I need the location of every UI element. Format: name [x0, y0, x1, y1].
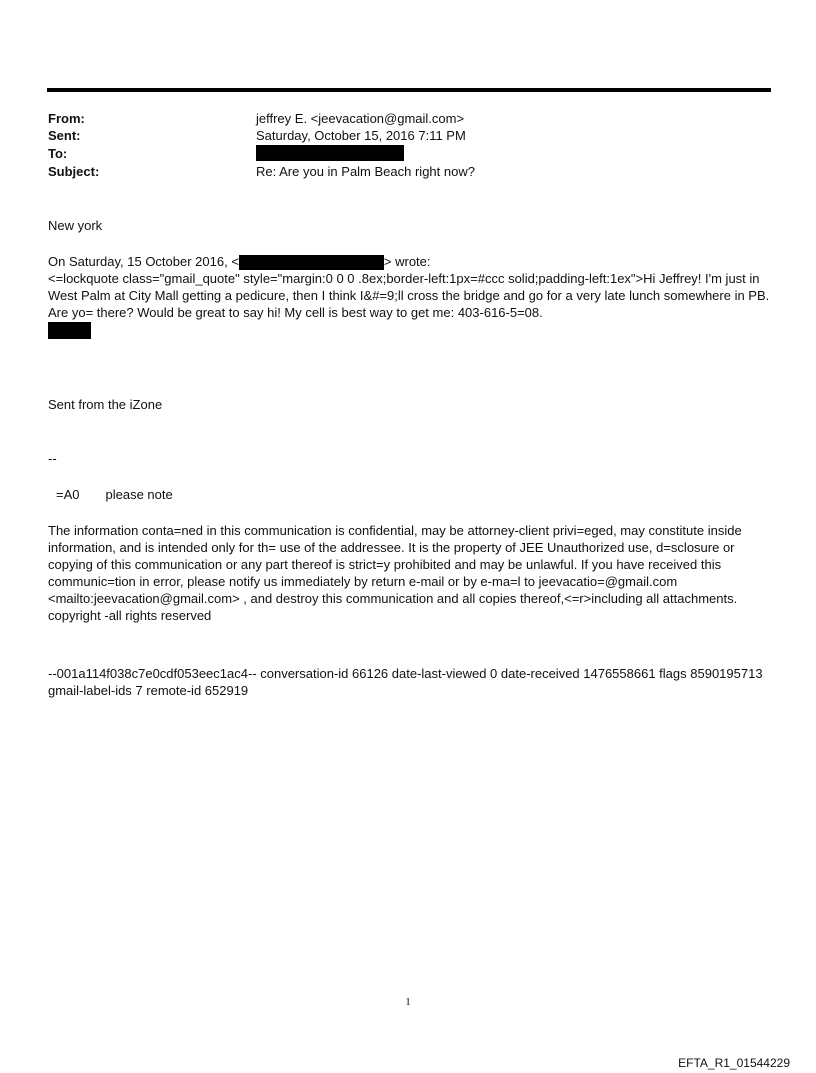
note-text: please note	[105, 487, 173, 502]
to-label: To:	[48, 146, 68, 161]
document-id: EFTA_R1_01544229	[678, 1056, 790, 1070]
quote-intro-pre: On Saturday, 15 October 2016, <	[48, 254, 239, 269]
redaction-bar	[48, 322, 91, 339]
from-value: jeffrey E. <jeevacation@gmail.com>	[256, 111, 465, 126]
quoted-message: <=lockquote class="gmail_quote" style="margin:0 0 0 .8ex;border-left:1px=#ccc solid;padding-left:1ex">Hi Jeffrey! I'm just in West Palm at City Mall getting a pedicure, then I think I&#=9;ll cross the bridge and go for a very late lunch somewhere in PB. Are yo= there? Would be great to say hi! My cell is best way to get me: 403-616-5=08.	[48, 271, 770, 320]
subject-value: Re: Are you in Palm Beach right now?	[256, 164, 475, 179]
quote-intro-post: > wrote:	[383, 254, 431, 269]
from-label: From:	[48, 111, 85, 126]
message-metadata: --001a114f038c7e0cdf053eec1ac4-- conversation-id 66126 date-last-viewed 0 date-received 1476558661 flags 8590195713 gmail-label-ids 7 remote-id 652919	[48, 666, 763, 698]
signature: Sent from the iZone	[48, 397, 163, 412]
sent-value: Saturday, October 15, 2016 7:11 PM	[256, 128, 466, 143]
quote-intro	[48, 253, 770, 270]
sent-label: Sent:	[48, 128, 81, 143]
page-number: 1	[405, 996, 411, 1008]
redaction-block	[48, 322, 91, 340]
note-prefix: =A0	[56, 487, 80, 502]
header-rule	[47, 88, 771, 92]
redaction-bar	[239, 255, 384, 270]
disclaimer: The information conta=ned in this communication is confidential, may be attorney-client privi=eged, may constitute inside information, and is intended only for th= use of the addressee. It is the property of JEE Unauthorized use, d=sclosure or copying of this communication or any part thereof is strict=y prohibited and may be unlawful. If you have received this communic=tion in error, please notify us immediately by return e-mail or by e-ma=l to jeevacatio=@gmail.com <mailto:jeevacation@gmail.com> , and destroy this communication and all copies thereof,<=r>including all attachments. copyright -all rights reserved	[48, 523, 742, 623]
redaction-bar	[256, 145, 404, 161]
subject-label: Subject:	[48, 164, 100, 179]
note-line	[56, 486, 778, 503]
separator: --	[48, 451, 57, 466]
reply-line: New york	[48, 218, 103, 233]
to-value	[256, 143, 404, 161]
